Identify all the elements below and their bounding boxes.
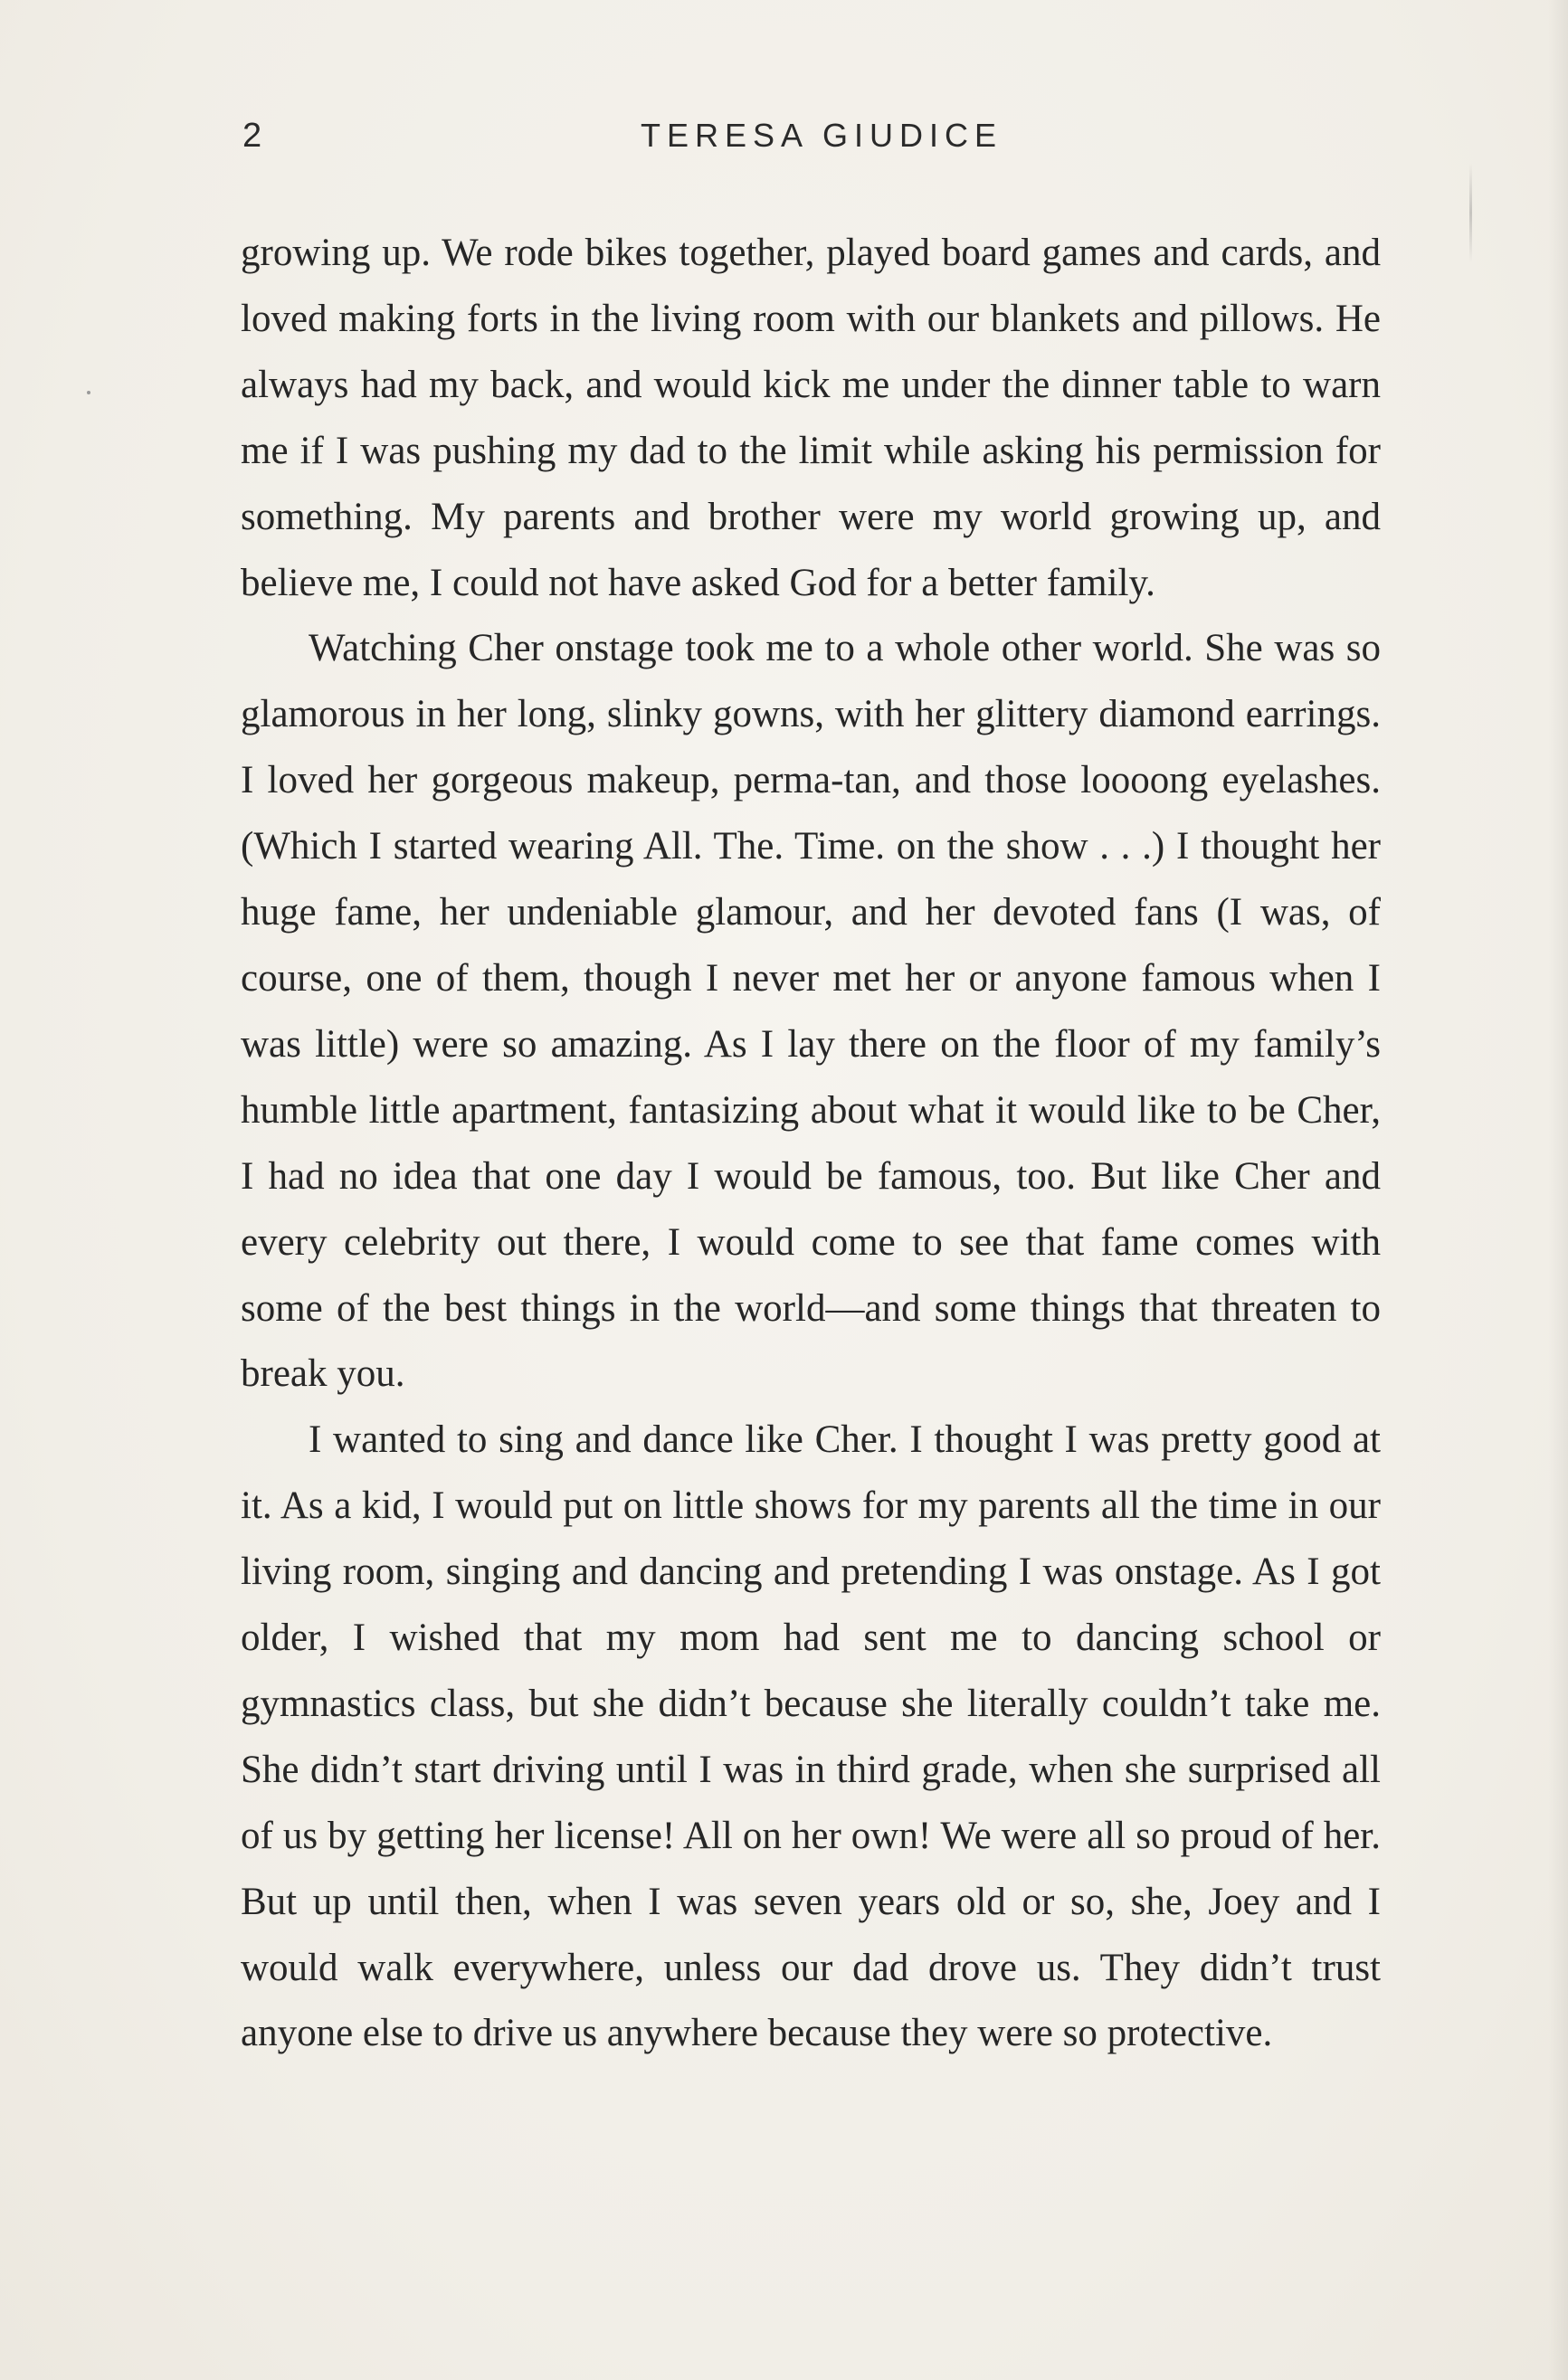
page-number: 2 (242, 117, 262, 155)
running-title: TERESA GIUDICE (641, 117, 1003, 154)
paragraph-continued: growing up. We rode bikes together, played board games and cards, and loved making forts in the living room with our blankets and pillows. He always had my back, and would kick me under the dinner table to warn me if I was pushing my dad to the limit while asking his permission for something. My parents and brother were my world growing up, and believe me, I could not have asked God for a better family. (241, 232, 1381, 604)
paragraph: Watching Cher onstage took me to a whole other world. She was so glamorous in her long, slinky gowns, with her glittery diamond earrings. I loved her gorgeous makeup, perma-tan, and those loooong eyelashes. (Which I started wearing All. The. Time. on the show . . .) I thought her huge fame, her undeniable glamour, and her devoted fans (I was, of course, one of them, though I never met her or anyone famous when I was little) were so amazing. As I lay there on the floor of my family’s humble little apartment, fantasizing about what it would like to be Cher, I had no idea that one day I would be famous, too. But like Cher and every celebrity out there, I would come to see that fame comes with some of the best things in the world—and some things that threaten to break you. (241, 627, 1381, 1396)
paper-scratch (1469, 163, 1472, 262)
running-head (242, 109, 1383, 163)
page-edge-shadow (1548, 0, 1568, 2380)
body-text (241, 221, 1381, 2067)
paper-speck (87, 391, 90, 394)
paragraph: I wanted to sing and dance like Cher. I thought I was pretty good at it. As a kid, I would put on little shows for my parents all the time in our living room, singing and dancing and pretending I was onstage. As I got older, I wished that my mom had sent me to dancing school or gymnastics class, but she didn’t because she literally couldn’t take me. She didn’t start driving until I was in third grade, when she surprised all of us by getting her license! All on her own! We were all so proud of her. But up until then, when I was seven years old or so, she, Joey and I would walk everywhere, unless our dad drove us. They didn’t trust anyone else to drive us anywhere because they were so protective. (241, 1418, 1381, 2055)
